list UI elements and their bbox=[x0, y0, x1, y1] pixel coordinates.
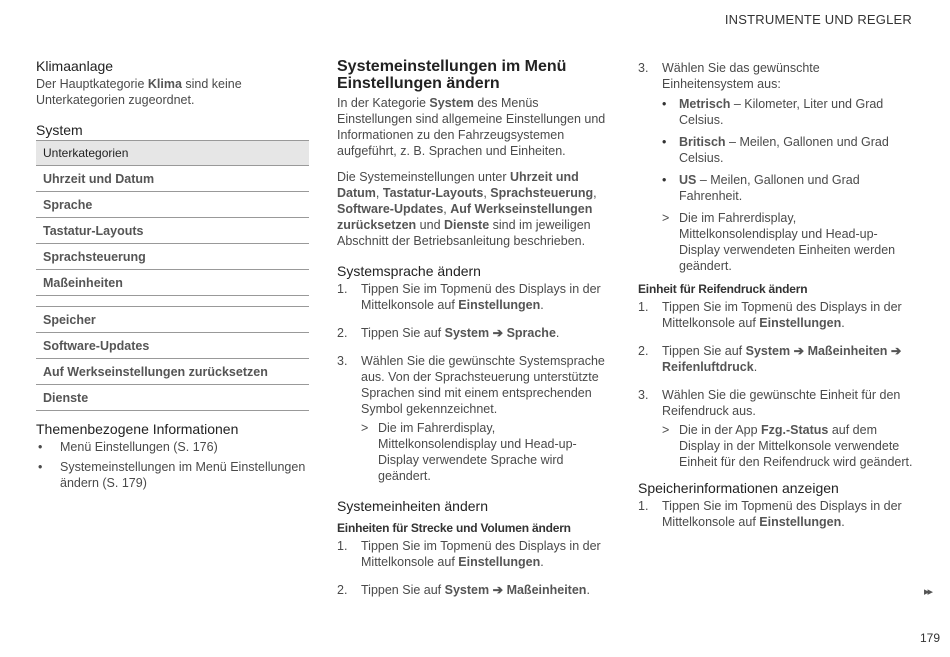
list-item: • US – Meilen, Gallonen und Grad Fahrenheit. bbox=[662, 172, 913, 204]
tyre-steps bbox=[638, 299, 913, 470]
arrow-right-icon: ➔ bbox=[890, 344, 902, 358]
arrow-right-icon: ➔ bbox=[492, 583, 504, 597]
table-row: Speicher bbox=[36, 307, 309, 333]
unit-options bbox=[662, 96, 913, 204]
language-steps bbox=[337, 281, 612, 484]
list-item: 3. Wählen Sie die gewünschte Einheit für den Reifendruck aus. > Die in der App Fzg.-Status auf dem Display in der Mittelkonsole verwendete Einheit für den Reifendruck wird geändert. bbox=[638, 387, 913, 470]
column-right bbox=[638, 60, 913, 538]
column-middle bbox=[337, 58, 612, 606]
table-row: Sprachsteuerung bbox=[36, 244, 309, 270]
result-note: > Die in der App Fzg.-Status auf dem Display in der Mittelkonsole verwendete Einheit für den Reifendruck wird geändert. bbox=[662, 422, 913, 470]
list-item: 3. Wählen Sie das gewünschte Einheitensystem aus: • Metrisch – Kilometer, Liter und Grad Celsius. • Britisch – Meilen, Gallonen und Grad Celsius. • US – Meilen, Gallonen und Grad Fahrenheit. > Die im Fahrerdisplay, Mittelkonsolendisplay und Head-up-Display verwendeten Einheiten werden geändert. bbox=[638, 60, 913, 274]
system-heading: System bbox=[36, 122, 83, 138]
climate-heading: Klimaanlage bbox=[36, 58, 114, 74]
table-row: Sprache bbox=[36, 192, 309, 218]
list-item: 2. Tippen Sie auf System ➔ Maßeinheiten. bbox=[337, 583, 590, 597]
page-number: 179 bbox=[920, 631, 941, 645]
table-row: Auf Werkseinstellungen zurücksetzen bbox=[36, 359, 309, 385]
list-item: 1. Tippen Sie im Topmenü des Displays in der Mittelkonsole auf Einstellungen. bbox=[638, 300, 902, 330]
table-header: Unterkategorien bbox=[36, 141, 309, 166]
next-page-icon[interactable]: ▸▸ bbox=[924, 586, 932, 598]
list-item: 1. Tippen Sie im Topmenü des Displays in der Mittelkonsole auf Einstellungen. bbox=[638, 499, 902, 529]
list-item: • Britisch – Meilen, Gallonen und Grad Celsius. bbox=[662, 134, 913, 166]
list-item: 1. Tippen Sie im Topmenü des Displays in der Mittelkonsole auf Einstellungen. bbox=[337, 539, 601, 569]
table-row: Uhrzeit und Datum bbox=[36, 166, 309, 192]
list-item: • Metrisch – Kilometer, Liter und Grad Celsius. bbox=[662, 96, 913, 128]
result-note: > Die im Fahrerdisplay, Mittelkonsolendisplay und Head-up-Display verwendete Sprache wird geändert. bbox=[361, 420, 612, 484]
memory-steps bbox=[638, 498, 913, 530]
units-steps bbox=[337, 538, 612, 598]
related-info-heading: Themenbezogene Informationen bbox=[36, 421, 239, 437]
tyre-pressure-heading: Einheit für Reifendruck ändern bbox=[638, 282, 808, 296]
units-steps-continued bbox=[638, 60, 913, 274]
arrow-right-icon: ➔ bbox=[793, 344, 805, 358]
table-row: Dienste bbox=[36, 385, 309, 411]
running-header: INSTRUMENTE UND REGLER bbox=[724, 12, 912, 27]
list-item: 2. Tippen Sie auf System ➔ Sprache. bbox=[337, 326, 560, 340]
memory-heading: Speicherinformationen anzeigen bbox=[638, 480, 839, 496]
result-note: > Die im Fahrerdisplay, Mittelkonsolendisplay und Head-up-Display verwendeten Einheiten werden geändert. bbox=[662, 210, 913, 274]
list-item: 1. Tippen Sie im Topmenü des Displays in der Mittelkonsole auf Einstellungen. bbox=[337, 282, 601, 312]
list-item: 3. Wählen Sie die gewünschte Systemsprache aus. Von der Sprachsteuerung unterstützte Sprachen sind mit einem entsprechenden Symbol gekennzeichnet. > Die im Fahrerdisplay, Mittelkonsolendisplay und Head-up-Display verwendete Sprache wird geändert. bbox=[337, 353, 612, 484]
table-row: Tastatur-Layouts bbox=[36, 218, 309, 244]
intro-paragraph: In der Kategorie System des Menüs Einstellungen sind allgemeine Einstellungen und Informationen zu den Fahrzeugsystemen aufgeführt, z. B. Sprachen und Einheiten. bbox=[337, 96, 606, 158]
climate-text: Der Hauptkategorie Klima sind keine Unterkategorien zugeordnet. bbox=[36, 77, 242, 107]
table-row: Software-Updates bbox=[36, 333, 309, 359]
related-link[interactable]: • Menü Einstellungen (S. 176) bbox=[36, 439, 309, 455]
list-item: 2. Tippen Sie auf System ➔ Maßeinheiten ➔ Reifenluftdruck. bbox=[638, 344, 902, 374]
arrow-right-icon: ➔ bbox=[492, 326, 504, 340]
related-link[interactable]: • Systemeinstellungen im Menü Einstellungen ändern (S. 179) bbox=[36, 459, 309, 491]
related-links bbox=[36, 439, 309, 491]
units-heading: Systemeinheiten ändern bbox=[337, 498, 488, 514]
subcategories-table bbox=[36, 140, 309, 411]
settings-paragraph: Die Systemeinstellungen unter Uhrzeit und Datum, Tastatur-Layouts, Sprachsteuerung, Software-Updates, Auf Werkseinstellungen zurücksetzen und Dienste sind im jeweiligen Abschnitt der Betriebsanleitung beschrieben. bbox=[337, 170, 597, 248]
language-heading: Systemsprache ändern bbox=[337, 263, 481, 279]
units-subheading: Einheiten für Strecke und Volumen ändern bbox=[337, 521, 571, 535]
column-left bbox=[36, 58, 309, 495]
table-row: Maßeinheiten bbox=[36, 270, 309, 296]
section-title: Systemeinstellungen im Menü Einstellungen ändern bbox=[337, 58, 567, 92]
